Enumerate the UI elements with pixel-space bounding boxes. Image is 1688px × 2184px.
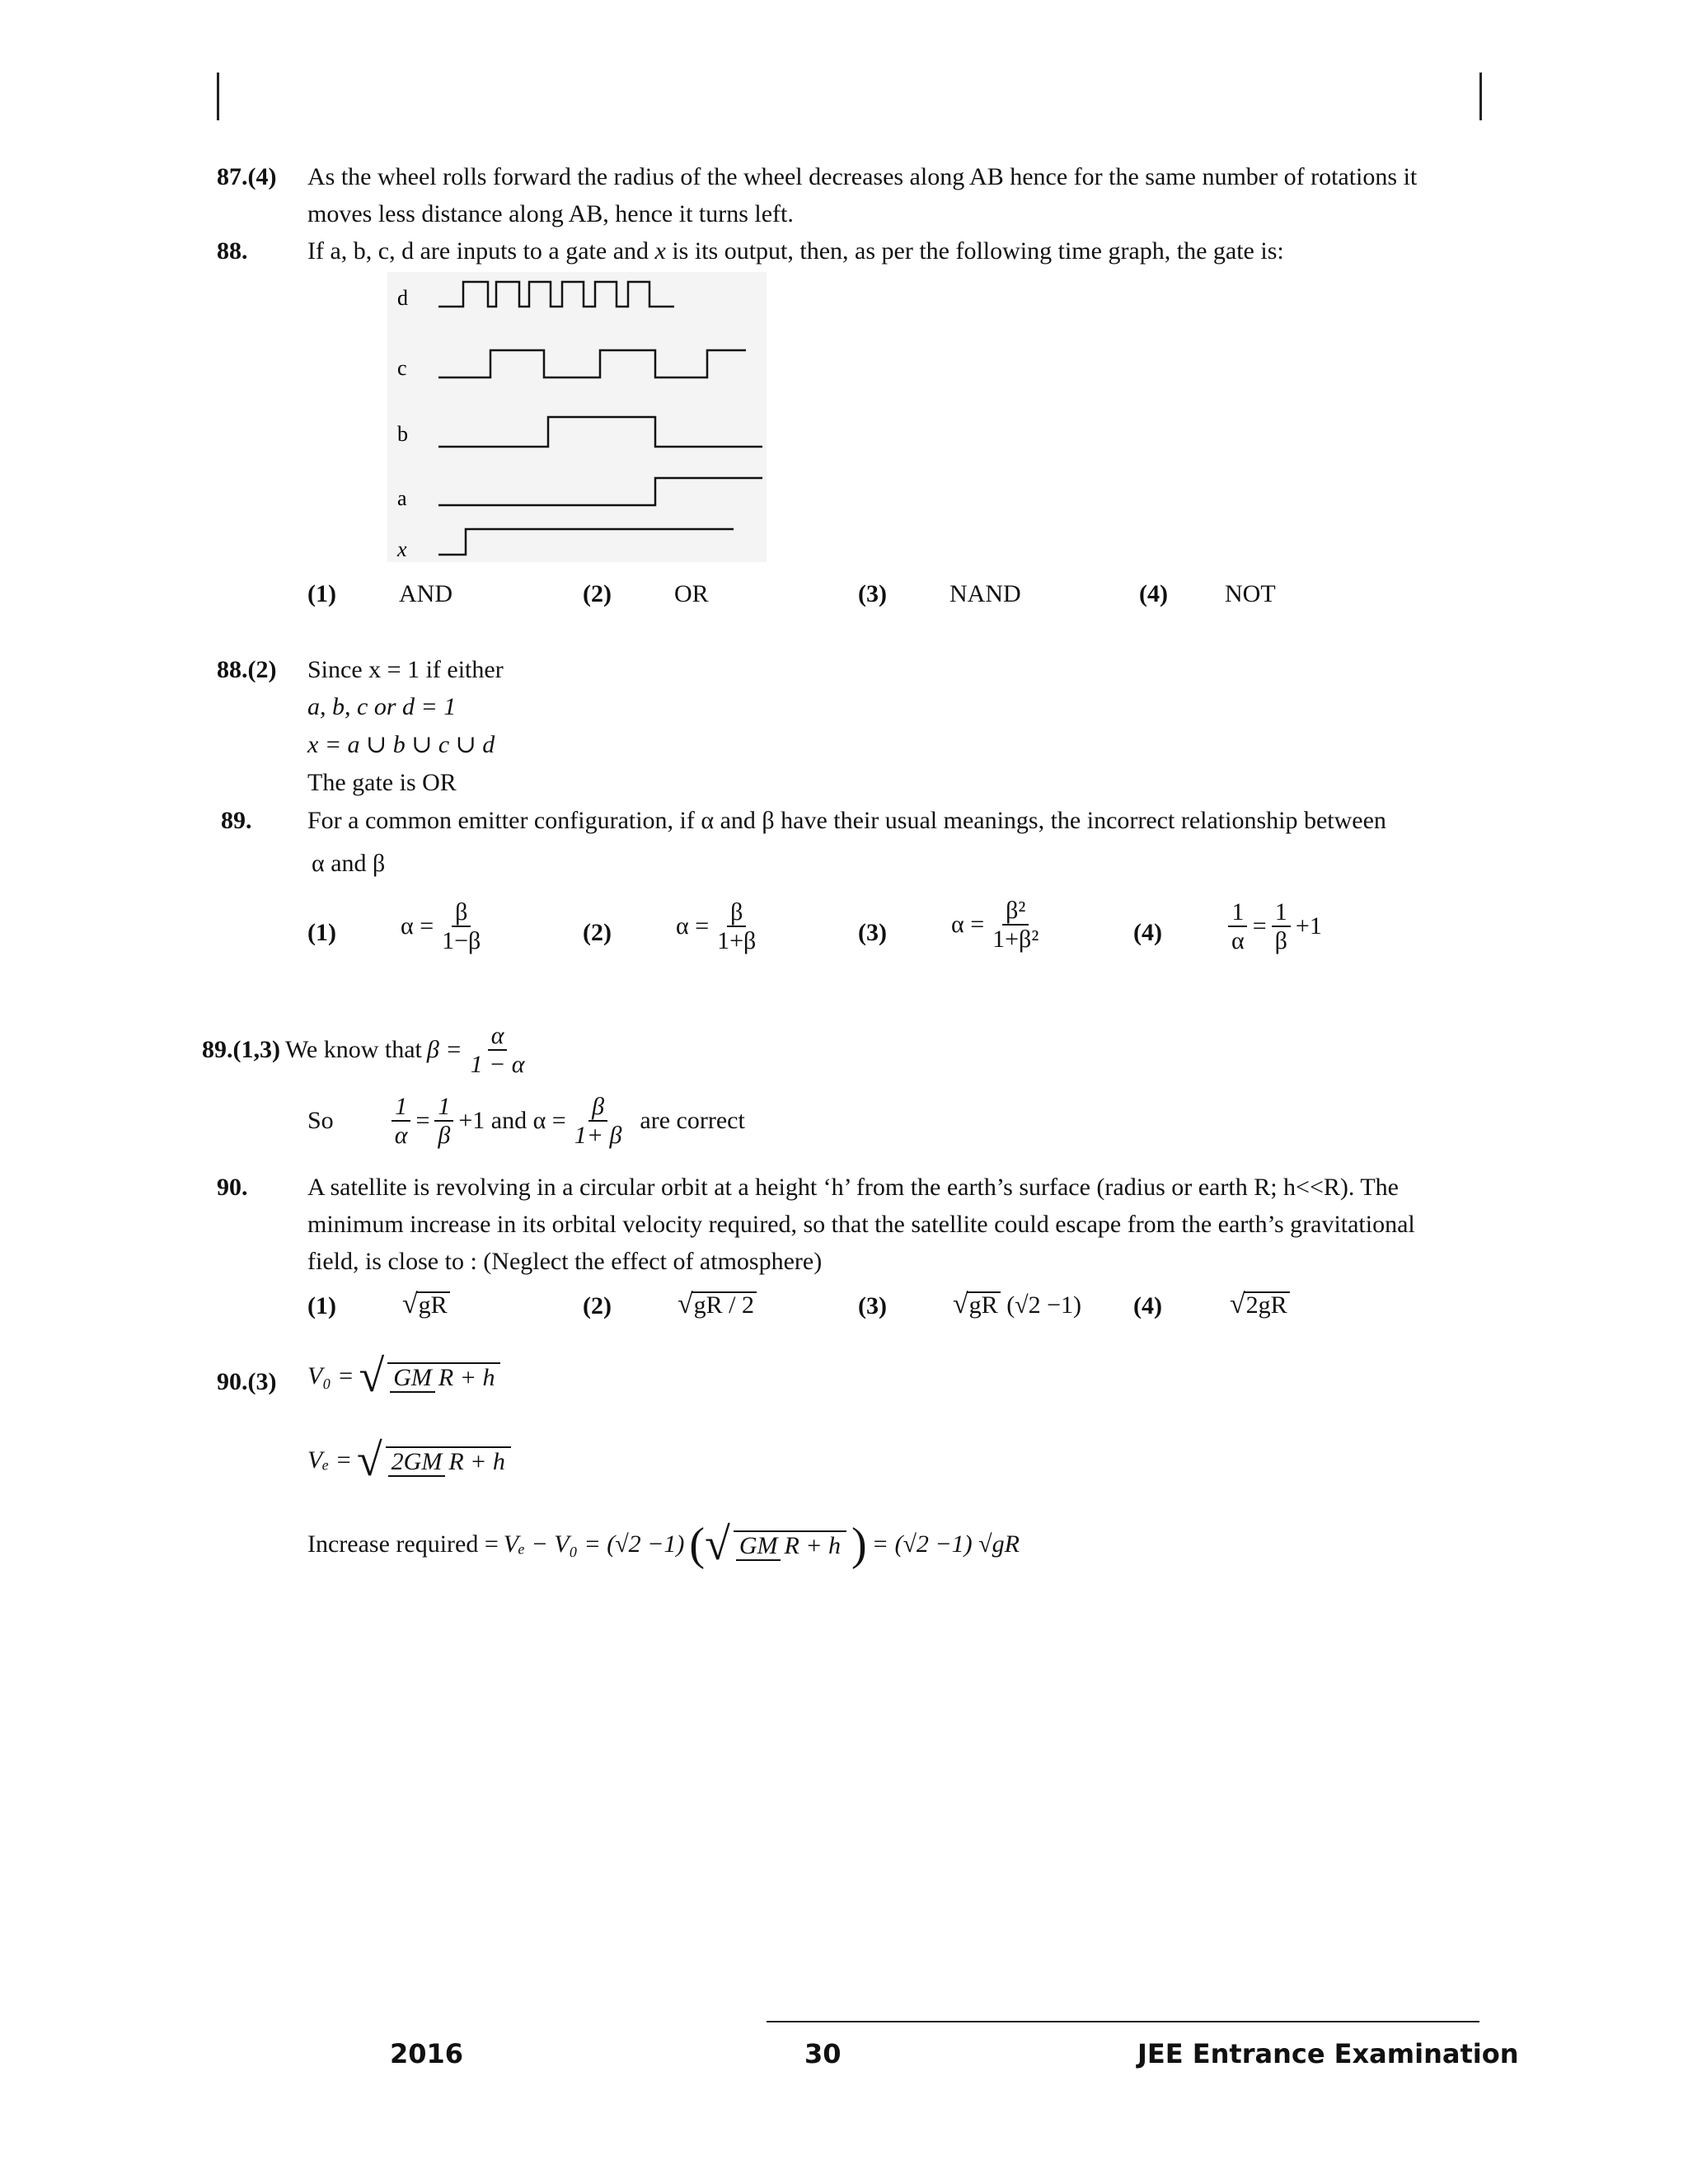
answer-88-line3: x = a ∪ b ∪ c ∪ d [307, 731, 495, 758]
q89-option1-number: (1) [307, 919, 336, 946]
q89-option4-number: (4) [1133, 919, 1162, 946]
answer-90-ve [307, 1434, 516, 1487]
q89-option3-formula [951, 897, 1047, 953]
q89-option2-den: 1+β [717, 927, 757, 954]
q89-option2-formula [676, 898, 764, 954]
sqrt-icon: √ [953, 1289, 968, 1319]
q89-option4-tail: +1 [1295, 912, 1322, 940]
answer-89-number: 89.(1,3) [202, 1036, 280, 1063]
q90-option4-number: (4) [1133, 1292, 1162, 1319]
answer-87-number: 87.(4) [217, 163, 277, 190]
q88-option4-text: NOT [1225, 580, 1276, 607]
question-88-text-b: is its output, then, as per the following time graph, the gate is: [672, 237, 1284, 265]
answer-90-increase-fraction [734, 1530, 846, 1559]
q90-option2-number: (2) [583, 1292, 612, 1319]
answer-90-ve-num: 2GM [388, 1448, 446, 1477]
q89-option4-den2: β [1274, 927, 1287, 954]
q90-option1-number: (1) [307, 1292, 336, 1319]
answer-89-intro: We know that [284, 1036, 422, 1063]
q90-option3-extra: (√2 −1) [1006, 1291, 1082, 1319]
q89-option2-lhs: α = [676, 912, 710, 940]
answer-90-increase-expr2: = (√2 −1) √gR [871, 1530, 1020, 1558]
q88-option1-text: AND [399, 580, 452, 607]
answer-90-ve-fraction [386, 1446, 511, 1475]
answer-88-line2: a, b, c or d = 1 [307, 693, 457, 720]
footer-rule [767, 2021, 1479, 2022]
signal-label-b: b [397, 422, 408, 446]
q88-option2-number: (2) [583, 580, 612, 607]
question-90-line2: minimum increase in its orbital velocity required, so that the satellite could escape from the earth’s gravitational [307, 1211, 1415, 1238]
q90-option4-text: 2gR [1244, 1291, 1290, 1318]
answer-89-equals: = [415, 1107, 430, 1134]
sqrt-icon: (√ [689, 1519, 730, 1570]
q90-option3-formula [953, 1291, 1081, 1319]
sqrt-icon: √ [402, 1289, 418, 1319]
answer-87-line2: moves less distance along AB, hence it turns left. [307, 200, 794, 227]
answer-89-beta-fraction [467, 1022, 528, 1078]
answer-89-line2 [307, 1093, 750, 1149]
answer-89-frac2-den: β [438, 1122, 451, 1149]
q88-option3-number: (3) [858, 580, 887, 607]
close-paren: ) [851, 1519, 867, 1570]
answer-89-beta-num: α [488, 1022, 508, 1051]
q89-option4-fraction2 [1272, 898, 1291, 954]
footer-page-number: 30 [804, 2038, 842, 2069]
answer-88-number: 88.(2) [217, 656, 277, 683]
q89-option2-number: (2) [583, 919, 612, 946]
q89-option4-num1: 1 [1228, 898, 1247, 927]
answer-90-v0 [307, 1350, 505, 1403]
q89-option2-fraction [714, 898, 759, 954]
q89-option1-formula [401, 898, 489, 954]
answer-89-beta-lhs: β = [426, 1036, 462, 1063]
answer-88-line1: Since x = 1 if either [307, 656, 504, 683]
q89-option1-num: β [452, 898, 471, 927]
question-89-line2: α and β [312, 850, 386, 877]
q89-option4-formula [1228, 898, 1327, 954]
q89-option3-lhs: α = [951, 911, 985, 938]
q90-option3-text: gR [967, 1291, 1001, 1318]
answer-89-frac2-num: 1 [434, 1093, 453, 1122]
answer-89-frac1-num: 1 [392, 1093, 410, 1122]
answer-90-ve-lhs: Vₑ = [307, 1446, 352, 1474]
answer-90-ve-den: R + h [448, 1447, 505, 1475]
answer-90-number: 90.(3) [217, 1368, 277, 1395]
signal-label-x: x [397, 537, 407, 561]
signal-label-c: c [397, 356, 407, 380]
left-margin-bar [217, 73, 219, 120]
answer-89-frac3-num: β [588, 1093, 607, 1122]
q88-option2-text: OR [674, 580, 709, 607]
q89-option4-fraction1 [1228, 898, 1248, 954]
question-90-line1: A satellite is revolving in a circular orbit at a height ‘h’ from the earth’s surface (radius or earth R; h<<R). The [307, 1174, 1399, 1201]
q89-option3-fraction [989, 897, 1042, 953]
q88-option4-number: (4) [1139, 580, 1168, 607]
answer-90-increase-label: Increase required = [307, 1530, 499, 1558]
sqrt-icon: √ [678, 1289, 693, 1319]
q89-option4-equals: = [1252, 912, 1267, 940]
footer-year: 2016 [390, 2038, 464, 2069]
answer-89-frac3 [571, 1093, 626, 1149]
answer-88-line4: The gate is OR [307, 769, 457, 796]
answer-90-increase-expr1: Vₑ − V₀ = (√2 −1) [503, 1530, 685, 1558]
sqrt-icon: √ [1230, 1289, 1245, 1319]
signal-label-d: d [397, 286, 408, 310]
q89-option4-den1: α [1231, 927, 1245, 954]
question-88-text-a: If a, b, c, d are inputs to a gate and [307, 237, 649, 265]
q89-option1-den: 1−β [442, 927, 481, 954]
answer-90-v0-fraction [387, 1362, 500, 1391]
question-88-text [307, 239, 1284, 264]
answer-87-line1: As the wheel rolls forward the radius of the wheel decreases along AB hence for the same number of rotations it [307, 163, 1418, 190]
q90-option1-text: gR [416, 1291, 450, 1318]
answer-89-frac1-den: α [394, 1122, 408, 1149]
question-90-line3: field, is close to : (Neglect the effect of atmosphere) [307, 1248, 823, 1275]
q89-option3-number: (3) [858, 919, 887, 946]
answer-90-increase-den: R + h [784, 1531, 842, 1559]
q89-option1-lhs: α = [401, 912, 434, 940]
right-margin-bar [1479, 73, 1482, 120]
answer-89-beta-den: 1 − α [470, 1051, 525, 1078]
sqrt-icon: √ [356, 1435, 382, 1486]
answer-90-increase [307, 1518, 1025, 1571]
answer-89-line1 [202, 1022, 533, 1078]
answer-89-plus: +1 and α = [458, 1107, 566, 1134]
q90-option2-text: gR / 2 [692, 1291, 757, 1318]
answer-89-tail: are correct [640, 1107, 745, 1134]
answer-90-v0-lhs: V₀ = [307, 1362, 354, 1390]
q90-option3-number: (3) [858, 1292, 887, 1319]
q88-option3-text: NAND [950, 580, 1021, 607]
q89-option4-num2: 1 [1272, 898, 1291, 927]
q90-option2-formula [678, 1291, 757, 1319]
answer-89-frac1 [392, 1093, 411, 1149]
question-89-line1: For a common emitter configuration, if α and β have their usual meanings, the incorrect relationship between [307, 807, 1386, 834]
timing-diagram [387, 272, 767, 562]
q89-option1-fraction [438, 898, 484, 954]
question-88-number: 88. [217, 237, 248, 265]
q89-option3-den: 1+β² [992, 926, 1039, 953]
question-90-number: 90. [217, 1174, 248, 1201]
answer-90-increase-num: GM [736, 1532, 781, 1561]
signal-label-a: a [397, 486, 407, 510]
q89-option3-num: β² [1002, 897, 1029, 926]
q90-option1-formula [402, 1291, 450, 1319]
q90-option4-formula [1230, 1291, 1290, 1319]
q89-option2-num: β [727, 898, 746, 927]
q88-option1-number: (1) [307, 580, 336, 607]
answer-90-v0-den: R + h [438, 1363, 495, 1391]
footer-title: JEE Entrance Examination [1137, 2038, 1519, 2069]
answer-89-frac2 [434, 1093, 453, 1149]
answer-89-frac3-den: 1+ β [574, 1122, 622, 1149]
question-89-number: 89. [221, 807, 252, 834]
question-88-text-x: x [654, 237, 666, 265]
answer-89-so: So [307, 1107, 334, 1134]
sqrt-icon: √ [359, 1351, 385, 1402]
answer-90-v0-num: GM [390, 1364, 435, 1393]
